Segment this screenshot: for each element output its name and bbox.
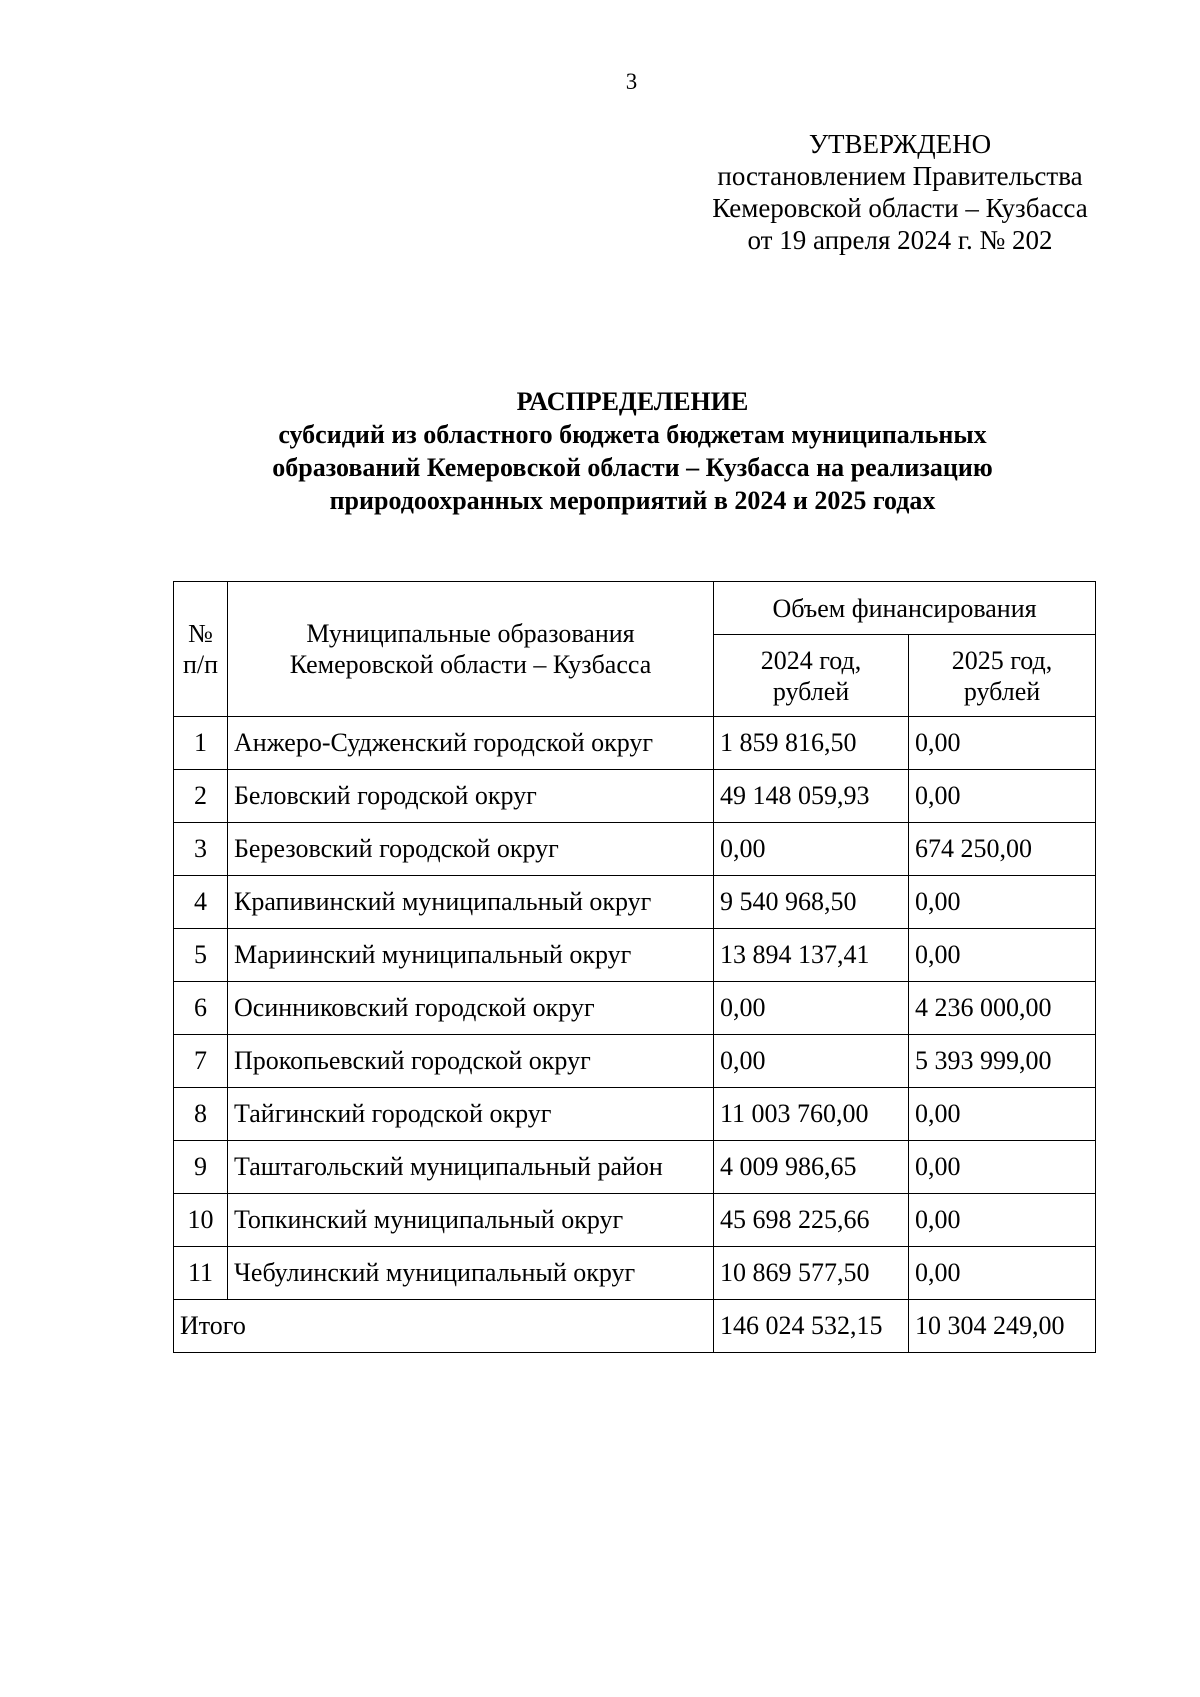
total-2025: 10 304 249,00 [909,1300,1096,1353]
approval-block [690,128,1110,256]
header-2025-unit: рублей [963,676,1041,706]
header-2024-unit: рублей [772,676,850,706]
header-2025-year: 2025 год, [951,645,1053,675]
amount-2024: 49 148 059,93 [714,770,909,823]
amount-2024: 0,00 [714,823,909,876]
row-number: 10 [174,1194,228,1247]
amount-2024: 4 009 986,65 [714,1141,909,1194]
table-row [174,717,1096,770]
amount-2024: 1 859 816,50 [714,717,909,770]
header-2024 [714,635,909,717]
title-line: субсидий из областного бюджета бюджетам муниципальных [278,420,987,449]
approval-line: постановлением Правительства [717,161,1083,191]
header-number-label: п/п [182,650,219,679]
table-row [174,876,1096,929]
page-number: 3 [625,69,638,94]
approval-title: УТВЕРЖДЕНО [808,129,992,159]
amount-2025: 0,00 [909,770,1096,823]
total-row [174,1300,1096,1353]
approval-date: от 19 апреля 2024 г. № 202 [747,225,1053,255]
amount-2025: 0,00 [909,1088,1096,1141]
total-2024: 146 024 532,15 [714,1300,909,1353]
table-row [174,1247,1096,1300]
table-row [174,1035,1096,1088]
amount-2024: 9 540 968,50 [714,876,909,929]
approval-line: Кемеровской области – Кузбасса [712,193,1088,223]
table-row [174,1141,1096,1194]
header-funding: Объем финансирования [714,582,1096,635]
table-row [174,770,1096,823]
title-line: образований Кемеровской области – Кузбасса на реализацию [272,453,993,482]
table-row [174,823,1096,876]
amount-2024: 0,00 [714,1035,909,1088]
municipality-name: Топкинский муниципальный округ [228,1194,714,1247]
header-number [174,582,228,717]
title-line: природоохранных мероприятий в 2024 и 2025 годах [329,486,936,515]
header-number-symbol: № [188,619,213,648]
municipality-name: Крапивинский муниципальный округ [228,876,714,929]
amount-2024: 45 698 225,66 [714,1194,909,1247]
total-label: Итого [174,1300,714,1353]
table-row [174,1088,1096,1141]
amount-2024: 13 894 137,41 [714,929,909,982]
amount-2025: 0,00 [909,1141,1096,1194]
amount-2025: 0,00 [909,1247,1096,1300]
municipality-name: Прокопьевский городской округ [228,1035,714,1088]
table-row [174,982,1096,1035]
amount-2025: 4 236 000,00 [909,982,1096,1035]
header-municipality [228,582,714,717]
table-row [174,1194,1096,1247]
table-row [174,929,1096,982]
header-2025 [909,635,1096,717]
table-header-row [174,582,1096,635]
header-municipality-line: Муниципальные образования [306,619,635,648]
header-2024-year: 2024 год, [760,645,862,675]
row-number: 4 [174,876,228,929]
row-number: 3 [174,823,228,876]
row-number: 2 [174,770,228,823]
amount-2025: 5 393 999,00 [909,1035,1096,1088]
row-number: 6 [174,982,228,1035]
municipality-name: Березовский городской округ [228,823,714,876]
row-number: 11 [174,1247,228,1300]
row-number: 9 [174,1141,228,1194]
municipality-name: Анжеро-Судженский городской округ [228,717,714,770]
municipality-name: Тайгинский городской округ [228,1088,714,1141]
header-municipality-line: Кемеровской области – Кузбасса [289,650,652,679]
title-heading: РАСПРЕДЕЛЕНИЕ [516,387,749,416]
distribution-table [173,581,1096,1353]
row-number: 7 [174,1035,228,1088]
amount-2025: 0,00 [909,717,1096,770]
municipality-name: Беловский городской округ [228,770,714,823]
municipality-name: Чебулинский муниципальный округ [228,1247,714,1300]
amount-2024: 0,00 [714,982,909,1035]
row-number: 8 [174,1088,228,1141]
municipality-name: Осинниковский городской округ [228,982,714,1035]
amount-2025: 0,00 [909,876,1096,929]
row-number: 1 [174,717,228,770]
amount-2024: 10 869 577,50 [714,1247,909,1300]
amount-2025: 0,00 [909,1194,1096,1247]
document-title [170,385,1095,517]
amount-2025: 674 250,00 [909,823,1096,876]
municipality-name: Таштагольский муниципальный район [228,1141,714,1194]
row-number: 5 [174,929,228,982]
amount-2024: 11 003 760,00 [714,1088,909,1141]
municipality-name: Мариинский муниципальный округ [228,929,714,982]
amount-2025: 0,00 [909,929,1096,982]
